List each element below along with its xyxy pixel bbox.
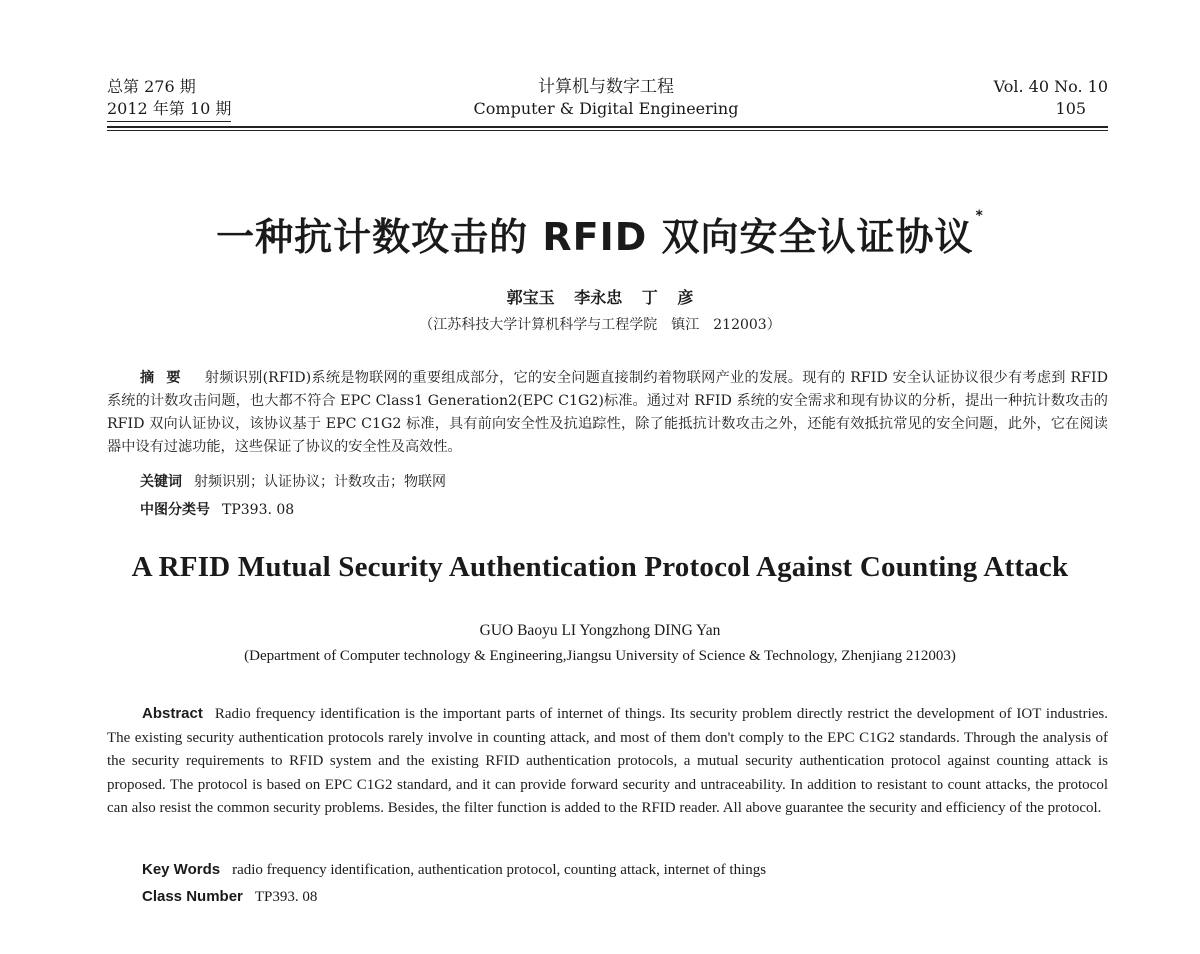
keywords-en bbox=[142, 860, 766, 880]
class-number-en-label: Class Number bbox=[142, 888, 243, 905]
keywords-en-text: radio frequency identification, authentication protocol, counting attack, internet of things bbox=[232, 862, 767, 878]
class-number-cn-label: 中图分类号 bbox=[140, 502, 210, 518]
class-number-en-text: TP393. 08 bbox=[254, 889, 318, 905]
header-total-issue: 总第 276 期 bbox=[107, 77, 196, 96]
affiliation-en: (Department of Computer technology & Engineering,Jiangsu University of Science & Technology, Zhenjiang 212003) bbox=[244, 648, 956, 664]
header-rule-thick bbox=[107, 126, 1108, 128]
abstract-cn-text: 射频识别(RFID)系统是物联网的重要组成部分，它的安全问题直接制约着物联网产业的发展。现有的 RFID 安全认证协议很少有考虑到 RFID 系统的计数攻击问题，也大都不符合 EPC Class1 Generation2(EPC C1G2)标准。通过对 RFID 系统的安全需求和现有协议的分析，提出一种抗计数攻击的 RFID 双向认证协议，该协议基于 EPC C1G2 标准，具有前向安全性及抗追踪性，除了能抵抗计数攻击之外，还能有效抵抗常见的安全问题，此外，它在阅读器中设有过滤功能，这些保证了协议的安全性及高效性。 bbox=[107, 370, 1108, 455]
authors-en: GUO Baoyu LI Yongzhong DING Yan bbox=[479, 622, 721, 639]
header-volume: Vol. 40 No. 10 bbox=[993, 77, 1108, 96]
abstract-en-text: Radio frequency identification is the important parts of internet of things. Its security problem directly restrict the development of IOT industries. The existing security authentication protocols rarely involve in counting attack, and most of them don't comply to the EPC C1G2 standards. Through the analysis of the security requirements to RFID system and the existing RFID authentication protocols, a mutual security authentication protocol against counting attack is proposed. The protocol is based on EPC C1G2 standard, and it can provide forward security and untraceability. In addition to resistant to count attacks, the protocol can also resist the common security problems. Besides, the filter function is added to the RFID reader. All above guarantee the security and efficiency of the protocol. bbox=[107, 706, 1108, 817]
header-year-issue: 2012 年第 10 期 bbox=[107, 98, 231, 122]
header-volume-info bbox=[994, 76, 1108, 120]
authors-cn: 郭宝玉 李永忠 丁 彦 bbox=[506, 288, 694, 307]
header-rule-thin bbox=[107, 130, 1108, 131]
abstract-en-label: Abstract bbox=[142, 705, 203, 722]
keywords-cn-label: 关键词 bbox=[140, 474, 182, 490]
keywords-cn bbox=[140, 472, 446, 492]
keywords-cn-text: 射频识别；认证协议；计数攻击；物联网 bbox=[194, 474, 446, 490]
class-number-cn bbox=[140, 500, 294, 520]
abstract-en bbox=[107, 702, 1108, 821]
journal-name-cn: 计算机与数字工程 bbox=[538, 77, 674, 97]
header-issue-info bbox=[107, 76, 231, 122]
class-number-en bbox=[142, 887, 317, 907]
header-journal-name bbox=[420, 76, 792, 120]
class-number-cn-text: TP393. 08 bbox=[222, 502, 295, 518]
abstract-cn bbox=[107, 367, 1108, 459]
keywords-en-label: Key Words bbox=[142, 861, 221, 878]
paper-title-cn-text: 一种抗计数攻击的 RFID 双向安全认证协议 bbox=[216, 215, 974, 259]
paper-title-cn bbox=[0, 206, 1200, 261]
header-page-number: 105 bbox=[1055, 99, 1087, 118]
title-footnote-mark: * bbox=[975, 208, 984, 224]
paper-title-en: A RFID Mutual Security Authentication Protocol Against Counting Attack bbox=[131, 551, 1069, 583]
abstract-cn-label: 摘要 bbox=[140, 370, 193, 386]
affiliation-cn: （江苏科技大学计算机科学与工程学院 镇江 212003） bbox=[419, 317, 781, 333]
journal-name-en: Computer & Digital Engineering bbox=[473, 99, 739, 118]
